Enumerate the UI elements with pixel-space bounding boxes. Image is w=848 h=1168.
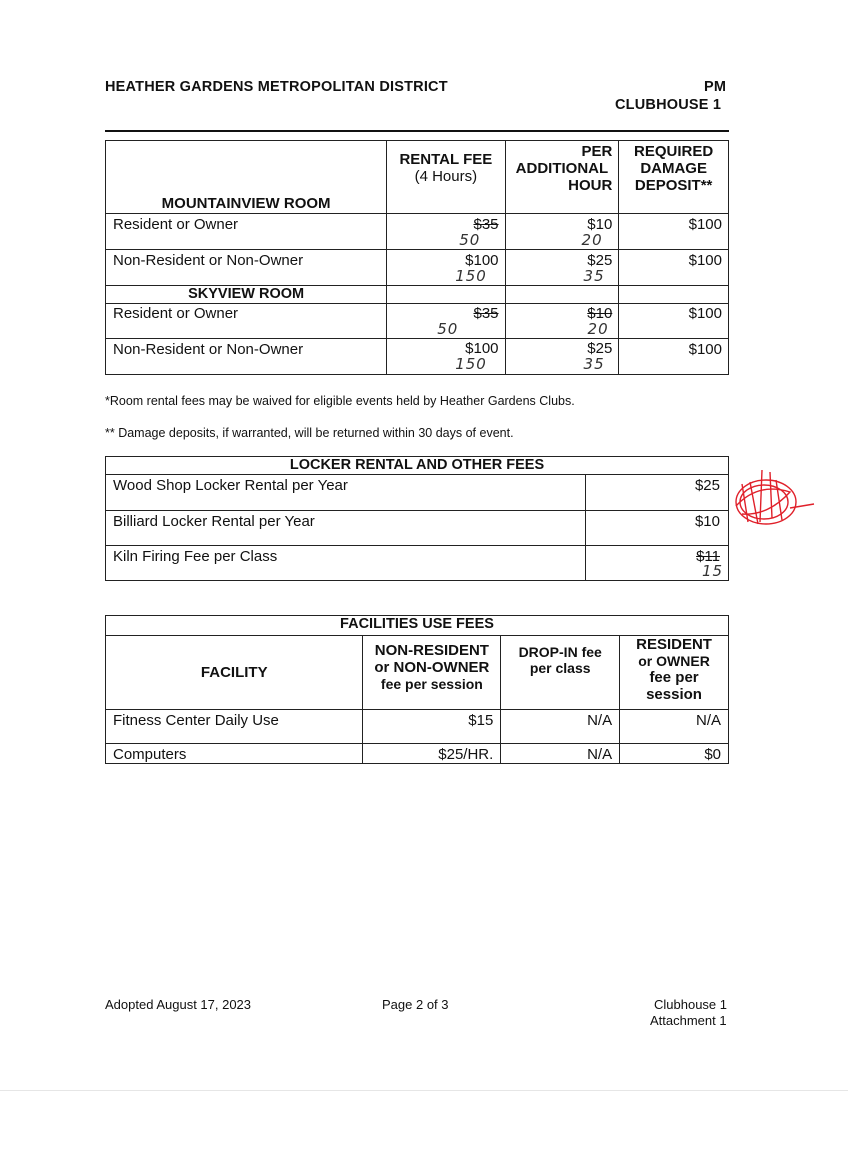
facilities-fees-table — [105, 615, 729, 764]
room-header-cell — [106, 141, 387, 214]
res-value: $0 — [620, 744, 729, 764]
row-value: $25 — [586, 475, 729, 511]
table-row — [106, 250, 729, 286]
row-label: Resident or Owner — [106, 304, 387, 339]
table-row — [106, 339, 729, 375]
old-rental-fee: $35 — [473, 216, 499, 233]
nonres-header: NON-RESIDENT or NON-OWNER fee per session — [363, 636, 501, 710]
row-label: Resident or Owner — [106, 214, 387, 250]
handwritten-rental-fee: 50 — [459, 231, 481, 249]
facility-header: FACILITY — [106, 636, 363, 710]
pm-label: PM — [704, 79, 727, 95]
room-name-skyview: SKYVIEW ROOM — [106, 286, 387, 304]
table-row — [106, 744, 729, 764]
res-header: RESIDENT or OWNER fee per session — [620, 636, 729, 710]
row-label: Non-Resident or Non-Owner — [106, 339, 387, 375]
dropin-header: DROP-IN fee per class — [501, 636, 620, 710]
locker-table-title: LOCKER RENTAL AND OTHER FEES — [106, 457, 729, 475]
table-row — [106, 710, 729, 744]
scribble-strokes — [742, 470, 782, 524]
deposit-value: $100 — [619, 339, 729, 375]
dropin-value: N/A — [501, 710, 620, 744]
table-row — [106, 304, 729, 339]
room-name-mountainview: MOUNTAINVIEW ROOM — [161, 195, 331, 212]
handwritten-hour-fee: 35 — [583, 355, 605, 373]
old-rental-fee: $35 — [473, 305, 499, 322]
old-hour-fee: $25 — [587, 252, 613, 269]
deposit-value: $100 — [619, 214, 729, 250]
facilities-table-title: FACILITIES USE FEES — [106, 616, 729, 636]
table-row — [106, 214, 729, 250]
footer-ref-attachment: Attachment 1 — [650, 1013, 727, 1028]
old-rental-fee: $100 — [465, 252, 499, 269]
header-rule — [105, 130, 729, 132]
row-value: $10 — [586, 511, 729, 546]
waiver-note: *Room rental fees may be waived for eligible events held by Heather Gardens Clubs. — [105, 394, 575, 408]
old-hour-fee: $10 — [587, 216, 613, 233]
old-kiln-fee: $11 — [696, 548, 720, 565]
handwritten-hour-fee: 20 — [581, 231, 603, 249]
handwritten-rental-fee: 150 — [455, 267, 487, 285]
footer-ref-clubhouse: Clubhouse 1 — [654, 997, 727, 1012]
nonres-value: $15 — [363, 710, 501, 744]
row-label: Billiard Locker Rental per Year — [106, 511, 586, 546]
deposit-value: $100 — [619, 250, 729, 286]
deposit-note: ** Damage deposits, if warranted, will be returned within 30 days of event. — [105, 426, 514, 440]
red-scribble-mark — [728, 462, 818, 532]
handwritten-rental-fee: 50 — [437, 320, 459, 338]
dropin-value: N/A — [501, 744, 620, 764]
res-value: N/A — [620, 710, 729, 744]
deposit-value: $100 — [619, 304, 729, 339]
per-hour-header: PER ADDITIONAL HOUR — [505, 141, 619, 214]
old-hour-fee: $10 — [587, 305, 613, 322]
scribble-tail — [790, 504, 814, 508]
facility-name: Computers — [106, 744, 363, 764]
adopted-date: Adopted August 17, 2023 — [105, 997, 252, 1012]
locker-fees-table — [105, 456, 729, 581]
page-number: Page 2 of 3 — [382, 997, 449, 1012]
handwritten-hour-fee: 20 — [587, 320, 609, 338]
room-rental-table — [105, 140, 729, 375]
org-title: HEATHER GARDENS METROPOLITAN DISTRICT — [105, 79, 448, 95]
table-row — [106, 546, 729, 581]
rental-fee-header: RENTAL FEE (4 Hours) — [387, 141, 505, 214]
row-label: Wood Shop Locker Rental per Year — [106, 475, 586, 511]
row-label: Kiln Firing Fee per Class — [106, 546, 586, 581]
handwritten-hour-fee: 35 — [583, 267, 605, 285]
deposit-header: REQUIRED DAMAGE DEPOSIT** — [619, 141, 729, 214]
facility-name: Fitness Center Daily Use — [106, 710, 363, 744]
table-row — [106, 475, 729, 511]
handwritten-kiln-fee: 15 — [702, 562, 724, 580]
table-row — [106, 511, 729, 546]
nonres-value: $25/HR. — [363, 744, 501, 764]
old-hour-fee: $25 — [587, 340, 613, 357]
scan-edge — [0, 1090, 848, 1091]
old-rental-fee: $100 — [465, 340, 499, 357]
handwritten-rental-fee: 150 — [455, 355, 487, 373]
clubhouse-label: CLUBHOUSE 1 — [615, 97, 722, 113]
row-label: Non-Resident or Non-Owner — [106, 250, 387, 286]
